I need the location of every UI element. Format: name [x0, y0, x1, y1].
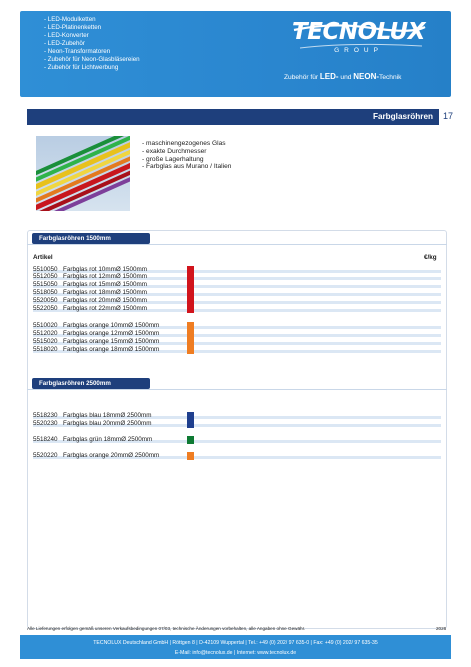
color-swatch	[187, 297, 194, 305]
article-description: Farbglas blau 18mmØ 2500mm	[63, 412, 152, 419]
color-swatch	[187, 322, 194, 330]
legal-note: Alle Lieferungen erfolgen gemäß unseren Verkaufsbedingungen 07/03, technische Änderungen vorbehalten, alle Angaben ohne Gewähr.	[27, 626, 306, 631]
article-number: 5518020	[33, 346, 58, 353]
category-item: - LED-Zubehör	[44, 40, 85, 47]
category-item: - LED-Modulketten	[44, 16, 96, 23]
article-number: 5520230	[33, 420, 58, 427]
color-swatch	[187, 452, 194, 460]
table-row	[33, 331, 441, 338]
color-swatch	[187, 330, 194, 338]
article-description: Farbglas rot 18mmØ 1500mm	[63, 289, 147, 296]
color-swatch	[187, 305, 194, 313]
logo-wordmark: TECNOLUX	[292, 19, 425, 45]
article-number: 5520050	[33, 297, 58, 304]
section-divider	[27, 389, 447, 390]
feature-list	[142, 140, 231, 171]
logo-group-label: GROUP	[334, 47, 383, 54]
feature-item: - exakte Durchmesser	[142, 147, 207, 155]
table-row	[33, 323, 441, 330]
page-number: 17	[443, 111, 454, 121]
article-number: 5515020	[33, 338, 58, 345]
product-category-list	[44, 16, 140, 72]
column-header-unit: €/kg	[424, 254, 437, 261]
color-swatch	[187, 412, 194, 420]
table-row	[33, 347, 441, 354]
feature-item: - große Lagerhaltung	[142, 155, 204, 163]
article-number: 5522050	[33, 305, 58, 312]
article-description: Farbglas rot 22mmØ 1500mm	[63, 305, 147, 312]
table-row	[33, 421, 441, 428]
category-item: - Zubehör für Lichtwerbung	[44, 64, 119, 71]
article-description: Farbglas orange 10mmØ 1500mm	[63, 322, 160, 329]
company-contact: E-Mail: info@tecnolux.de | Internet: www.tecnolux.de	[174, 650, 297, 656]
column-header-article: Artikel	[33, 254, 53, 261]
table-row	[33, 437, 441, 444]
color-swatch	[187, 273, 194, 281]
tecnolux-logo	[286, 19, 431, 65]
article-number: 5515050	[33, 281, 58, 288]
company-address: TECNOLUX Deutschland GmbH | Röttgen 8 | D-42109 Wuppertal | Tel.: +49 (0) 202/ 97 635-0 | Fax: +49 (0) 202/ 97 635-35	[93, 640, 378, 646]
color-swatch	[187, 346, 194, 354]
table-row	[33, 298, 441, 305]
article-number: 5520220	[33, 452, 58, 459]
article-number: 5510020	[33, 322, 58, 329]
article-description: Farbglas orange 12mmØ 1500mm	[63, 330, 160, 337]
article-number: 5518230	[33, 412, 58, 419]
article-description: Farbglas orange 18mmØ 1500mm	[63, 346, 160, 353]
article-number: 5518240	[33, 436, 58, 443]
section-header-1500mm: Farbglasröhren 1500mm	[32, 233, 150, 244]
color-swatch	[187, 338, 194, 346]
article-description: Farbglas rot 10mmØ 1500mm	[63, 266, 147, 273]
table-row	[33, 339, 441, 346]
category-item: - Neon-Transformatoren	[44, 48, 111, 55]
section-header-2500mm: Farbglasröhren 2500mm	[32, 378, 150, 389]
category-item: - Zubehör für Neon-Glasbläsereien	[44, 56, 140, 63]
article-description: Farbglas orange 15mmØ 1500mm	[63, 338, 160, 345]
article-number: 5510050	[33, 266, 58, 273]
footer-bar	[20, 635, 451, 659]
color-swatch	[187, 436, 194, 444]
table-row	[33, 413, 441, 420]
category-item: - LED-Platinenketten	[44, 24, 102, 31]
page-title: Farbglasröhren	[372, 112, 433, 121]
glass-tubes-photo	[36, 136, 130, 211]
table-row	[33, 290, 441, 297]
article-description: Farbglas rot 15mmØ 1500mm	[63, 281, 147, 288]
table-row	[33, 282, 441, 289]
article-description: Farbglas orange 20mmØ 2500mm	[63, 452, 160, 459]
article-description: Farbglas rot 20mmØ 1500mm	[63, 297, 147, 304]
section-divider	[27, 244, 447, 245]
category-item: - LED-Konverter	[44, 32, 89, 39]
header-tagline: Zubehör für LED- und NEON-Technik	[284, 72, 402, 81]
table-row	[33, 274, 441, 281]
table-row	[33, 453, 441, 460]
color-swatch	[187, 289, 194, 297]
feature-item: - Farbglas aus Murano / Italien	[142, 163, 232, 171]
article-description: Farbglas blau 20mmØ 2500mm	[63, 420, 152, 427]
article-number: 5518050	[33, 289, 58, 296]
article-number: 5512050	[33, 273, 58, 280]
catalog-year: 2026	[436, 626, 447, 631]
article-description: Farbglas rot 12mmØ 1500mm	[63, 273, 147, 280]
table-row	[33, 306, 441, 313]
color-swatch	[187, 420, 194, 428]
article-number: 5512020	[33, 330, 58, 337]
color-swatch	[187, 281, 194, 289]
feature-item: - maschinengezogenes Glas	[142, 140, 226, 147]
article-description: Farbglas grün 18mmØ 2500mm	[63, 436, 153, 443]
page-header	[20, 11, 451, 97]
page-title-bar	[27, 109, 439, 125]
